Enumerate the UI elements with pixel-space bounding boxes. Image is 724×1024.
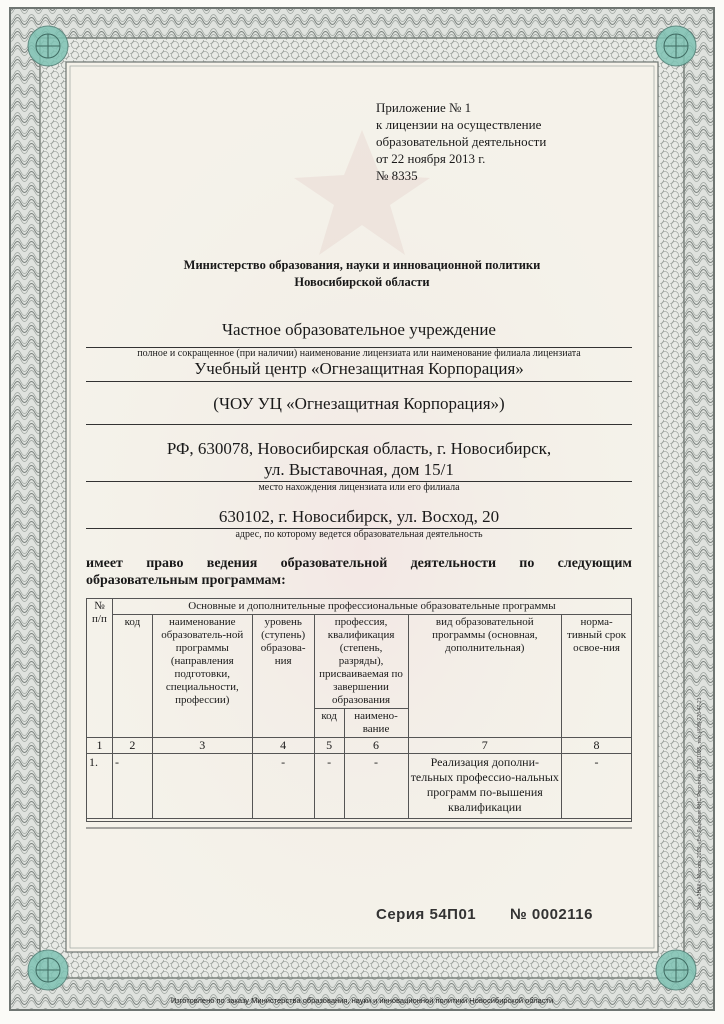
header-qualification-name: наимено-вание (344, 709, 408, 738)
header-term: норма-тивный срок освое-ния (562, 615, 632, 738)
row-code: - (112, 754, 152, 819)
licensee-address-line-1: РФ, 630078, Новосибирская область, г. Новосибирск, (166, 439, 552, 458)
header-code: код (112, 615, 152, 738)
licensee-address-line-2: ул. Выставочная, дом 15/1 (264, 460, 454, 479)
appendix-number: Приложение № 1 (376, 100, 472, 115)
statement-word: право (146, 556, 184, 571)
statement-word: образовательной (280, 556, 388, 571)
ministry-line-1: Министерство образования, науки и инновационной политики (183, 258, 541, 272)
column-number: 6 (344, 738, 408, 754)
appendix-license-number: № 8335 (376, 168, 418, 183)
ministry-line-2: Новосибирской области (294, 275, 430, 289)
statement-line-2: образовательным программам: (86, 573, 286, 588)
header-qualification: профессия, квалификация (степень, разряды), присваиваемая по завершении образования (314, 615, 408, 709)
column-number: 8 (562, 738, 632, 754)
row-level: - (252, 754, 314, 819)
column-number: 7 (408, 738, 562, 754)
statement-word: имеет (86, 556, 123, 571)
activity-address-caption: адрес, по которому ведется образовательная деятельность (235, 529, 483, 540)
licensee-full-name-2: Учебный центр «Огнезащитная Корпорация» (194, 359, 524, 378)
address-caption: место нахождения лицензиата или его филиала (258, 482, 460, 493)
header-group: Основные и дополнительные профессиональные образовательные программы (112, 599, 631, 615)
licensee-name-caption: полное и сокращенное (при наличии) наименование лицензиата или наименование филиала лицензиата (137, 348, 581, 359)
statement-word: следующим (557, 556, 632, 571)
header-no: № п/п (87, 599, 113, 738)
row-qualification-name: - (344, 754, 408, 819)
activity-address: 630102, г. Новосибирск, ул. Восход, 20 (218, 507, 500, 526)
row-term: - (562, 754, 632, 819)
appendix-date: от 22 ноября 2013 г. (376, 151, 486, 166)
column-number: 2 (112, 738, 152, 754)
licensee-short-name: (ЧОУ УЦ «Огнезащитная Корпорация») (213, 394, 505, 413)
statement-word: деятельности (410, 556, 497, 571)
form-number: № 0002116 (510, 906, 593, 923)
appendix-activity: образовательной деятельности (376, 134, 547, 149)
header-qualification-code: код (314, 709, 344, 738)
statement-word: ведения (206, 556, 258, 571)
row-program-type: Реализация дополни-тельных профессио-нальных программ по-вышения квалификации (408, 754, 562, 819)
footer-imprint: Изготовлено по заказу Министерства образования, науки и инновационной политики Новосибирской области (170, 996, 554, 1005)
column-number: 5 (314, 738, 344, 754)
appendix-license-ref: к лицензии на осуществление (376, 117, 542, 132)
series-label: Серия 54П01 (376, 906, 477, 923)
row-no: 1. (87, 754, 113, 819)
printer-imprint: Зак. «ЗНАК», Москва, 2013, «Б», Лицензия ФНС России № 12-05/1025, тел. (495) 726-47-21 (697, 697, 703, 910)
column-number: 1 (87, 738, 113, 754)
statement-word: по (519, 556, 535, 571)
column-number: 3 (152, 738, 252, 754)
column-number: 4 (252, 738, 314, 754)
row-qualification-code: - (314, 754, 344, 819)
header-program-type: вид образовательной программы (основная, дополнительная) (408, 615, 562, 738)
licensee-full-name: Частное образовательное учреждение (222, 320, 496, 339)
header-level: уровень (ступень) образова-ния (252, 615, 314, 738)
header-program-name: наименование образователь-ной программы (направления подготовки, специальности, профессии) (152, 615, 252, 738)
